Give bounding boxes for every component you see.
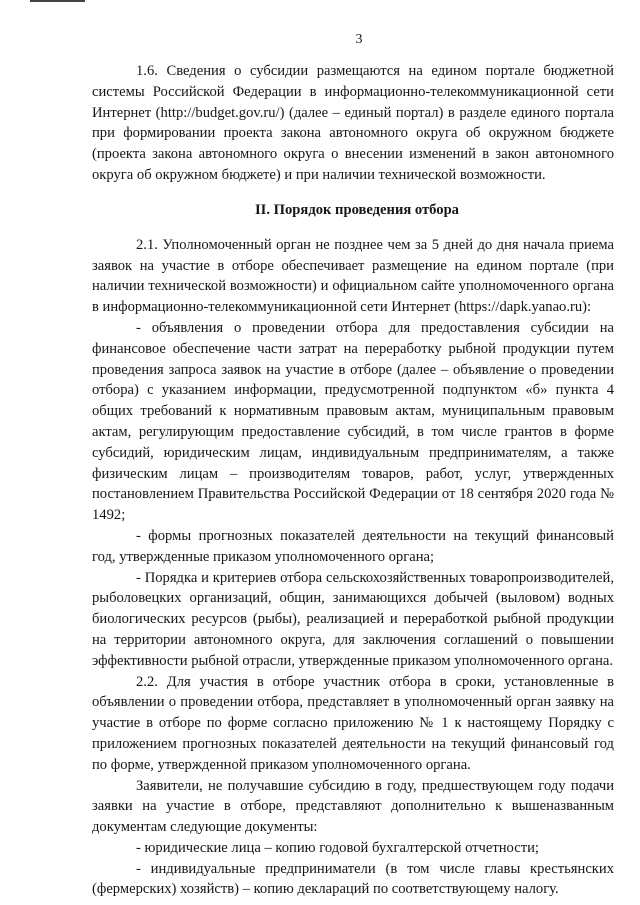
list-item-announcement: - объявления о проведении отбора для предоставления субсидии на финансовое обеспечение части затрат на переработку рыбной продукции путем проведения запроса заявок на участие в отборе (далее – объявление о проведении отбора) с указанием информации, предусмотренной подпунктом «б» пункта 4 общих требований к нормативным правовым актам, муниципальным правовым актам, регулирующим предоставление субсидий, в том числе грантов в форме субсидий, юридическим лицам, индивидуальным предпринимателям, а также физическим лицам – производителям товаров, работ, услуг, утвержденных постановлением Правительства Российской Федерации от 18 сентября 2020 года № 1492; xyxy=(92,319,614,524)
paragraph-2-2: 2.2. Для участия в отборе участник отбора в сроки, установленные в объявлении о проведении отбора, представляет в уполномоченный орган заявку на участие в отборе по форме согласно приложению № 1 к настоящему Порядку с приложением прогнозных показателей деятельности на текущий финансовый год по форме, утвержденной приказом уполномоченного органа. xyxy=(92,673,614,773)
section-heading: II. Порядок проведения отбора xyxy=(255,201,459,218)
scan-edge-mark xyxy=(30,0,85,2)
list-item-forms: - формы прогнозных показателей деятельности на текущий финансовый год, утвержденные приказом уполномоченного органа; xyxy=(92,527,614,565)
list-item-legal-entities: - юридические лица – копию годовой бухгалтерской отчетности; xyxy=(136,839,539,856)
paragraph-2-1: 2.1. Уполномоченный орган не позднее чем за 5 дней до дня начала приема заявок на участие в отборе обеспечивает размещение на едином портале (при наличии технической возможности) и официальном сайте уполномоченного органа в информационно-телекоммуникационной сети Интернет (https://dapk.yanao.ru): xyxy=(92,236,614,316)
document-page xyxy=(92,31,614,900)
list-item-procedure: - Порядка и критериев отбора сельскохозяйственных товаропроизводителей, рыболовецких организаций, общин, занимающихся добычей (выловом) водных биологических ресурсов (рыбы), реализацией и переработкой рыбной продукции на территории автономного округа, для заключения соглашений о повышении эффективности рыбной отрасли, утвержденные приказом уполномоченного органа. xyxy=(92,569,614,669)
paragraph-applicants: Заявители, не получавшие субсидию в году, предшествующем году подачи заявки на участие в отборе, представляют дополнительно к вышеназванным документам следующие документы: xyxy=(92,777,614,836)
paragraph-1-6: 1.6. Сведения о субсидии размещаются на едином портале бюджетной системы Российской Федерации в информационно-телекоммуникационной сети Интернет (http://budget.gov.ru/) (далее – единый портал) в разделе единого портала при формировании проекта закона автономного округа об окружном бюджете (проекта закона автономного округа о внесении изменений в закон автономного округа об окружном бюджете) и при наличии технической возможности. xyxy=(92,63,614,183)
list-item-entrepreneurs: - индивидуальные предприниматели (в том числе главы крестьянских (фермерских) хозяйств) – копию деклараций по соответствующему налогу. xyxy=(92,860,614,898)
page-number: 3 xyxy=(355,32,363,47)
